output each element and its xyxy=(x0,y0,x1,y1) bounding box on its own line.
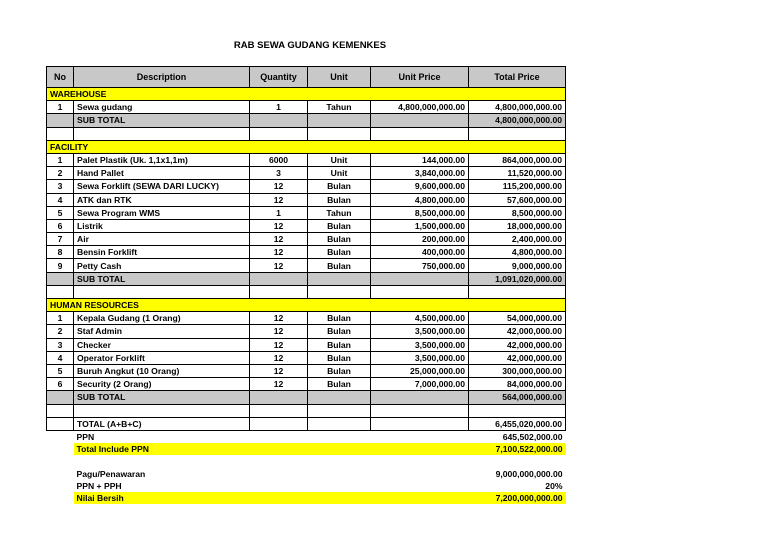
cell-total-price: 4,800,000,000.00 xyxy=(469,101,566,114)
cell-total-price: 2,400,000.00 xyxy=(469,233,566,246)
ppn-pph-row xyxy=(47,480,566,492)
cell-empty xyxy=(308,443,371,455)
cell-no: 4 xyxy=(47,193,74,206)
cell-empty xyxy=(371,417,469,430)
cell-empty xyxy=(308,467,371,479)
cell-no: 2 xyxy=(47,325,74,338)
cell-quantity: 1 xyxy=(250,101,308,114)
cell-no: 3 xyxy=(47,338,74,351)
pagu-row xyxy=(47,467,566,479)
cell-empty xyxy=(250,285,308,298)
cell-unit-price: 25,000,000.00 xyxy=(371,364,469,377)
cell-unit-price: 3,500,000.00 xyxy=(371,351,469,364)
cell-unit: Bulan xyxy=(308,351,371,364)
section-row-facility xyxy=(47,140,566,153)
cell-description: Bensin Forklift xyxy=(74,246,250,259)
cell-empty xyxy=(47,455,74,467)
cell-empty xyxy=(250,430,308,443)
cell-unit-price: 1,500,000.00 xyxy=(371,219,469,232)
cell-total-price: 300,000,000.00 xyxy=(469,364,566,377)
cell-unit: Bulan xyxy=(308,364,371,377)
cell-unit-price: 7,000,000.00 xyxy=(371,378,469,391)
cell-description: Kepala Gudang (1 Orang) xyxy=(74,312,250,325)
cell-description: Security (2 Orang) xyxy=(74,378,250,391)
cell-empty xyxy=(308,285,371,298)
cell-unit: Bulan xyxy=(308,325,371,338)
cell-empty xyxy=(250,391,308,404)
budget-table xyxy=(46,66,566,504)
cell-description: Sewa Program WMS xyxy=(74,206,250,219)
cell-unit-price: 3,500,000.00 xyxy=(371,338,469,351)
cell-unit-price: 400,000.00 xyxy=(371,246,469,259)
cell-unit-price: 144,000.00 xyxy=(371,153,469,166)
column-header-quantity: Quantity xyxy=(250,67,308,88)
cell-total-price: 57,600,000.00 xyxy=(469,193,566,206)
cell-no: 1 xyxy=(47,101,74,114)
cell-empty xyxy=(308,272,371,285)
blank-row xyxy=(47,285,566,298)
cell-empty xyxy=(371,455,469,467)
table-row xyxy=(47,351,566,364)
cell-empty xyxy=(47,114,74,127)
include-ppn-value: 7,100,522,000.00 xyxy=(469,443,566,455)
cell-empty xyxy=(47,391,74,404)
cell-quantity: 12 xyxy=(250,180,308,193)
cell-total-price: 18,000,000.00 xyxy=(469,219,566,232)
cell-empty xyxy=(47,417,74,430)
cell-empty xyxy=(74,455,250,467)
table-row xyxy=(47,206,566,219)
cell-total-price: 84,000,000.00 xyxy=(469,378,566,391)
ppn-pph-value: 20% xyxy=(545,480,563,491)
cell-unit-price: 200,000.00 xyxy=(371,233,469,246)
table-row xyxy=(47,219,566,232)
cell-empty xyxy=(308,492,371,504)
cell-unit: Bulan xyxy=(308,246,371,259)
section-title: WAREHOUSE xyxy=(47,88,566,101)
cell-unit: Bulan xyxy=(308,193,371,206)
cell-empty xyxy=(469,404,566,417)
cell-empty xyxy=(47,272,74,285)
cell-unit: Bulan xyxy=(308,233,371,246)
cell-empty xyxy=(371,285,469,298)
cell-description: Sewa gudang xyxy=(74,101,250,114)
cell-unit: Bulan xyxy=(308,219,371,232)
cell-empty xyxy=(371,430,469,443)
cell-empty xyxy=(371,114,469,127)
cell-total-price: 864,000,000.00 xyxy=(469,153,566,166)
cell-empty xyxy=(47,430,74,443)
cell-quantity: 12 xyxy=(250,325,308,338)
cell-no: 8 xyxy=(47,246,74,259)
cell-empty xyxy=(308,391,371,404)
cell-unit: Bulan xyxy=(308,312,371,325)
cell-empty xyxy=(469,285,566,298)
cell-description: Operator Forklift xyxy=(74,351,250,364)
cell-empty xyxy=(371,480,469,492)
cell-no: 9 xyxy=(47,259,74,272)
table-row xyxy=(47,312,566,325)
column-header-no: No xyxy=(47,67,74,88)
column-header-total-price: Total Price xyxy=(469,67,566,88)
cell-quantity: 12 xyxy=(250,246,308,259)
cell-empty xyxy=(250,272,308,285)
cell-empty xyxy=(308,114,371,127)
nilai-bersih-value: 7,200,000,000.00 xyxy=(469,492,566,504)
table-row xyxy=(47,180,566,193)
cell-unit-price: 4,800,000.00 xyxy=(371,193,469,206)
blank-row xyxy=(47,127,566,140)
cell-description: ATK dan RTK xyxy=(74,193,250,206)
cell-empty xyxy=(371,127,469,140)
cell-unit-price: 8,500,000.00 xyxy=(371,206,469,219)
cell-total-price: 11,520,000.00 xyxy=(469,167,566,180)
table-row xyxy=(47,167,566,180)
ppn-value: 645,502,000.00 xyxy=(502,431,563,442)
total-include-ppn-row xyxy=(47,443,566,455)
column-header-row xyxy=(47,67,566,88)
cell-quantity: 12 xyxy=(250,259,308,272)
cell-empty xyxy=(308,127,371,140)
cell-quantity: 12 xyxy=(250,338,308,351)
subtotal-row xyxy=(47,391,566,404)
cell-unit-price: 3,500,000.00 xyxy=(371,325,469,338)
cell-no: 6 xyxy=(47,378,74,391)
cell-empty xyxy=(308,430,371,443)
spacer-row xyxy=(47,455,566,467)
cell-empty xyxy=(74,404,250,417)
cell-description: Listrik xyxy=(74,219,250,232)
cell-no: 1 xyxy=(47,153,74,166)
include-ppn-label: Total Include PPN xyxy=(74,443,250,455)
subtotal-value: 4,800,000,000.00 xyxy=(469,114,566,127)
cell-description: Staf Admin xyxy=(74,325,250,338)
subtotal-value: 564,000,000.00 xyxy=(469,391,566,404)
cell-unit-price: 4,500,000.00 xyxy=(371,312,469,325)
cell-empty xyxy=(47,467,74,479)
cell-unit-price: 4,800,000,000.00 xyxy=(371,101,469,114)
cell-quantity: 12 xyxy=(250,233,308,246)
cell-no: 3 xyxy=(47,180,74,193)
cell-empty xyxy=(250,467,308,479)
table-row xyxy=(47,259,566,272)
subtotal-label: SUB TOTAL xyxy=(74,391,250,404)
cell-empty xyxy=(74,127,250,140)
total-label: TOTAL (A+B+C) xyxy=(74,417,250,430)
cell-empty xyxy=(308,417,371,430)
cell-unit: Bulan xyxy=(308,338,371,351)
cell-empty xyxy=(47,285,74,298)
subtotal-label: SUB TOTAL xyxy=(74,272,250,285)
cell-empty xyxy=(250,114,308,127)
cell-empty xyxy=(469,127,566,140)
cell-unit-price: 3,840,000.00 xyxy=(371,167,469,180)
cell-no: 4 xyxy=(47,351,74,364)
cell-description: Air xyxy=(74,233,250,246)
subtotal-label: SUB TOTAL xyxy=(74,114,250,127)
cell-quantity: 1 xyxy=(250,206,308,219)
cell-empty xyxy=(250,443,308,455)
cell-total-price: 42,000,000.00 xyxy=(469,325,566,338)
cell-empty xyxy=(371,404,469,417)
cell-unit: Tahun xyxy=(308,206,371,219)
cell-total-price: 115,200,000.00 xyxy=(469,180,566,193)
ppn-row xyxy=(47,430,566,443)
total-value: 6,455,020,000.00 xyxy=(469,417,566,430)
cell-unit: Bulan xyxy=(308,378,371,391)
cell-empty xyxy=(308,404,371,417)
cell-empty xyxy=(250,455,308,467)
section-title: HUMAN RESOURCES xyxy=(47,299,566,312)
cell-empty xyxy=(371,443,469,455)
subtotal-row xyxy=(47,272,566,285)
cell-quantity: 12 xyxy=(250,312,308,325)
cell-total-price: 42,000,000.00 xyxy=(469,338,566,351)
column-header-unit-price: Unit Price xyxy=(371,67,469,88)
cell-no: 5 xyxy=(47,206,74,219)
cell-empty xyxy=(250,127,308,140)
cell-unit: Bulan xyxy=(308,259,371,272)
cell-unit: Unit xyxy=(308,153,371,166)
table-row xyxy=(47,325,566,338)
cell-description: Buruh Angkut (10 Orang) xyxy=(74,364,250,377)
cell-empty xyxy=(47,492,74,504)
cell-empty xyxy=(250,404,308,417)
cell-quantity: 3 xyxy=(250,167,308,180)
ppn-label: PPN xyxy=(76,431,95,442)
cell-description: Palet Plastik (Uk. 1,1x1,1m) xyxy=(74,153,250,166)
cell-unit: Bulan xyxy=(308,180,371,193)
cell-unit-price: 9,600,000.00 xyxy=(371,180,469,193)
cell-unit-price: 750,000.00 xyxy=(371,259,469,272)
cell-empty xyxy=(47,443,74,455)
table-row xyxy=(47,101,566,114)
cell-empty xyxy=(371,467,469,479)
cell-quantity: 12 xyxy=(250,378,308,391)
cell-quantity: 12 xyxy=(250,351,308,364)
cell-empty xyxy=(308,480,371,492)
table-row xyxy=(47,193,566,206)
cell-description: Petty Cash xyxy=(74,259,250,272)
cell-no: 7 xyxy=(47,233,74,246)
column-header-unit: Unit xyxy=(308,67,371,88)
pagu-value: 9,000,000,000.00 xyxy=(495,468,563,479)
ppn-pph-label: PPN + PPH xyxy=(76,480,122,491)
cell-empty xyxy=(250,480,308,492)
cell-empty xyxy=(469,455,566,467)
cell-quantity: 6000 xyxy=(250,153,308,166)
cell-unit: Unit xyxy=(308,167,371,180)
cell-empty xyxy=(371,272,469,285)
cell-total-price: 9,000,000.00 xyxy=(469,259,566,272)
nilai-bersih-label: Nilai Bersih xyxy=(74,492,250,504)
cell-empty xyxy=(371,391,469,404)
cell-no: 5 xyxy=(47,364,74,377)
cell-quantity: 12 xyxy=(250,219,308,232)
cell-empty xyxy=(74,285,250,298)
subtotal-value: 1,091,020,000.00 xyxy=(469,272,566,285)
cell-empty xyxy=(47,127,74,140)
cell-empty xyxy=(47,480,74,492)
cell-empty xyxy=(371,492,469,504)
cell-no: 1 xyxy=(47,312,74,325)
grand-total-row xyxy=(47,417,566,430)
sheet-title: RAB SEWA GUDANG KEMENKES xyxy=(233,40,387,51)
table-row xyxy=(47,338,566,351)
cell-empty xyxy=(47,404,74,417)
pagu-label: Pagu/Penawaran xyxy=(76,468,146,479)
cell-description: Sewa Forklift (SEWA DARI LUCKY) xyxy=(74,180,250,193)
nilai-bersih-row xyxy=(47,492,566,504)
table-row xyxy=(47,246,566,259)
subtotal-row xyxy=(47,114,566,127)
table-row xyxy=(47,153,566,166)
cell-total-price: 4,800,000.00 xyxy=(469,246,566,259)
cell-no: 6 xyxy=(47,219,74,232)
cell-description: Hand Pallet xyxy=(74,167,250,180)
section-row-warehouse xyxy=(47,88,566,101)
column-header-description: Description xyxy=(74,67,250,88)
section-row-human-resources xyxy=(47,299,566,312)
table-row xyxy=(47,378,566,391)
blank-row xyxy=(47,404,566,417)
cell-unit: Tahun xyxy=(308,101,371,114)
cell-quantity: 12 xyxy=(250,193,308,206)
cell-empty xyxy=(308,455,371,467)
cell-empty xyxy=(250,492,308,504)
cell-description: Checker xyxy=(74,338,250,351)
section-title: FACILITY xyxy=(47,140,566,153)
cell-total-price: 54,000,000.00 xyxy=(469,312,566,325)
table-row xyxy=(47,233,566,246)
cell-empty xyxy=(250,417,308,430)
table-row xyxy=(47,364,566,377)
cell-total-price: 8,500,000.00 xyxy=(469,206,566,219)
cell-total-price: 42,000,000.00 xyxy=(469,351,566,364)
cell-quantity: 12 xyxy=(250,364,308,377)
cell-no: 2 xyxy=(47,167,74,180)
